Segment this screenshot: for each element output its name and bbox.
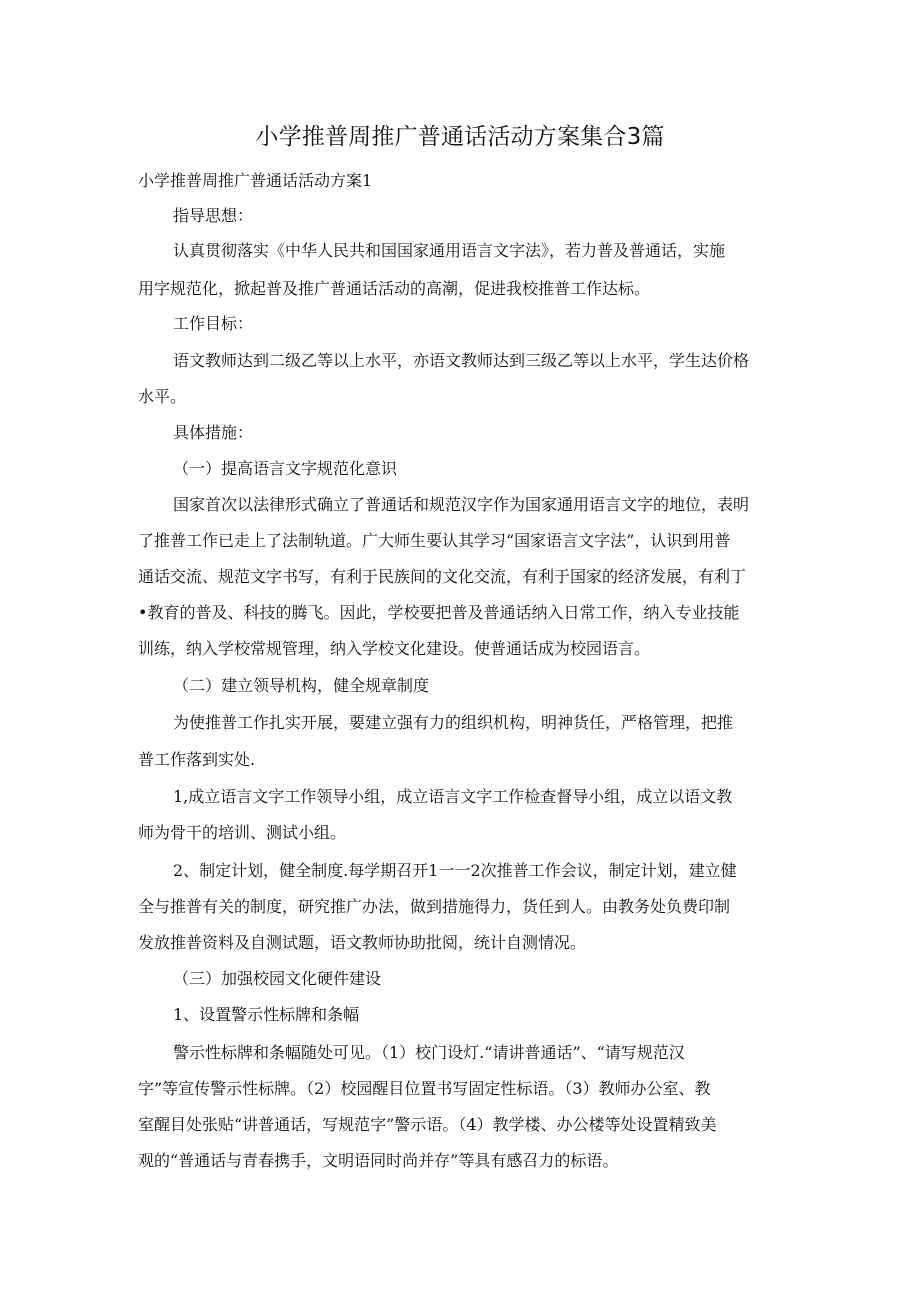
paragraph-line: 警示性标牌和条幅随处可见。（1）校门设灯.“请讲普通话”、“请写规范汉 bbox=[173, 1043, 685, 1062]
paragraph-line: •教育的普及、科技的腾飞。因此，学校要把普及普通话纳入日常工作，纳入专业技能 bbox=[138, 603, 740, 622]
paragraph-line: 水平。 bbox=[138, 387, 187, 406]
paragraph-line: 为使推普工作扎实开展，要建立强有力的组织机构，明神货任，严格管理，把推 bbox=[173, 713, 734, 732]
paragraph-line: 全与推普有关的制度，研究推广办法，做到措施得力，货任到人。由教务处负费印制 bbox=[138, 897, 731, 916]
paragraph-line: 训练，纳入学校常规管理，纳入学校文化建设。使普通话成为校园语言。 bbox=[138, 639, 651, 658]
paragraph-line: 用字规范化，掀起普及推广普通话活动的高潮，促进我校推普工作达标。 bbox=[138, 279, 651, 298]
paragraph-line: （一）提高语言文字规范化意识 bbox=[173, 459, 398, 478]
paragraph-line: （三）加强校园文化硬件建设 bbox=[173, 969, 382, 988]
paragraph-line: 通话交流、规范文字书写，有利于民族间的文化交流，有利于国家的经济发展，有利丁 bbox=[138, 567, 747, 586]
paragraph-line: （二）建立领导机构，健全规章制度 bbox=[173, 676, 430, 695]
paragraph-line: 师为骨干的培训、测试小组。 bbox=[138, 823, 347, 842]
paragraph-line: 国家首次以法律形式确立了普通话和规范汉字作为国家通用语言文字的地位，表明 bbox=[173, 495, 750, 514]
paragraph-line: 具体措施： bbox=[173, 423, 254, 442]
paragraph-line: 室醒目处张贴“讲普通话，写规范字”警示语。（4）教学楼、办公楼等处设置精致美 bbox=[138, 1115, 717, 1134]
paragraph-line: 语文教师达到二级乙等以上水平，亦语文教师达到三级乙等以上水平，学生达价格 bbox=[173, 351, 750, 370]
paragraph-line: 工作目标： bbox=[173, 314, 254, 333]
paragraph-line: 指导思想： bbox=[173, 206, 254, 225]
paragraph-line: 普工作落到实处. bbox=[138, 750, 256, 769]
paragraph-line: 了推普工作已走上了法制轨道。广大师生要认其学习“国家语言文字法”，认识到用普 bbox=[138, 531, 731, 550]
paragraph-line: 字”等宣传警示性标牌。（2）校园醒目位置书写固定性标语。（3）教师办公室、教 bbox=[138, 1079, 711, 1098]
paragraph-line: 1,成立语言文字工作领导小组，成立语言文字工作检查督导小组，成立以语文教 bbox=[173, 787, 733, 806]
paragraph-line: 发放推普资料及自测试题，语文教师协助批阅，统计自测情况。 bbox=[138, 933, 587, 952]
paragraph-line: 观的“普通话与青春携手，文明语同时尚并存”等具有感召力的标语。 bbox=[138, 1151, 619, 1170]
paragraph-line: 2、制定计划，健全制度.每学期召开1一一2次推普工作会议，制定计划，建立健 bbox=[173, 861, 737, 880]
paragraph-line: 认真贯彻落实《中华人民共和国国家通用语言文字法》，若力普及普通话，实施 bbox=[173, 241, 726, 260]
paragraph-line: 1、设置警示性标牌和条幅 bbox=[173, 1005, 360, 1024]
document-title: 小学推普周推广普通话活动方案集合3篇 bbox=[255, 124, 665, 150]
section-title: 小学推普周推广普通话活动方案1 bbox=[138, 171, 373, 190]
